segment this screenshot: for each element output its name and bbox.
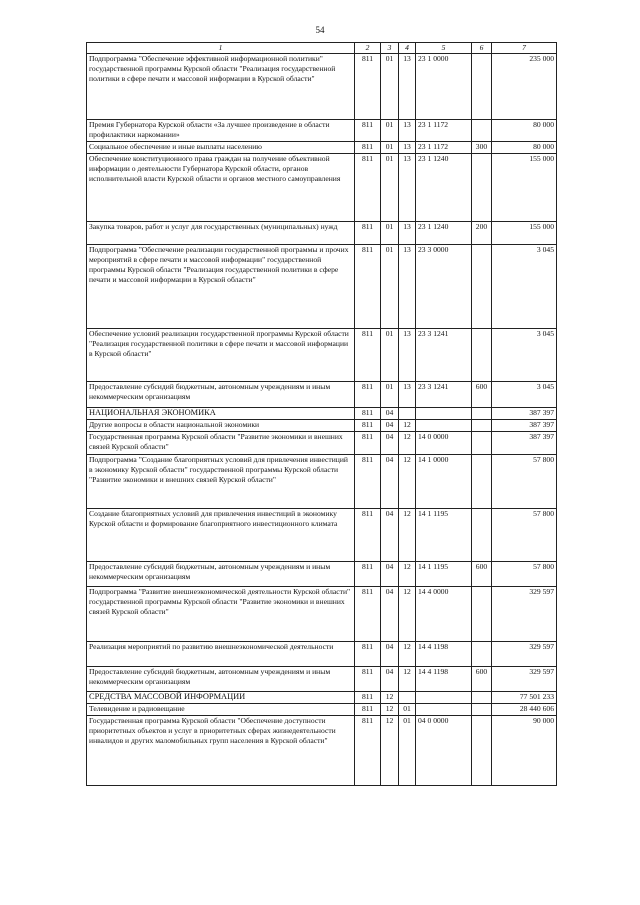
row-target-article-code: 23 1 0000 [416, 54, 472, 120]
row-amount: 28 440 606 [492, 704, 557, 716]
table-row [87, 245, 557, 329]
table-row [87, 222, 557, 245]
row-expense-type-code [472, 704, 492, 716]
row-grbs-code: 811 [355, 54, 381, 120]
row-target-article-code: 23 1 1172 [416, 120, 472, 142]
row-subsection-code: 12 [399, 562, 416, 587]
row-grbs-code: 811 [355, 704, 381, 716]
row-target-article-code: 23 3 1241 [416, 329, 472, 382]
row-expense-type-code [472, 642, 492, 667]
table-row [87, 54, 557, 120]
row-section-code: 04 [381, 509, 399, 562]
row-subsection-code: 12 [399, 587, 416, 642]
row-expense-type-code: 600 [472, 667, 492, 692]
budget-table [86, 42, 557, 786]
row-amount: 3 045 [492, 329, 557, 382]
row-name: Предоставление субсидий бюджетным, автономным учреждениям и иным некоммерческим организациям [87, 382, 355, 408]
row-grbs-code: 811 [355, 455, 381, 509]
row-expense-type-code [472, 432, 492, 455]
row-target-article-code: 14 1 1195 [416, 562, 472, 587]
row-section-code: 01 [381, 142, 399, 154]
row-target-article-code: 23 1 1172 [416, 142, 472, 154]
row-expense-type-code: 200 [472, 222, 492, 245]
table-row [87, 432, 557, 455]
row-expense-type-code: 600 [472, 382, 492, 408]
row-name: Социальное обеспечение и иные выплаты населению [87, 142, 355, 154]
row-amount: 155 000 [492, 222, 557, 245]
row-grbs-code: 811 [355, 509, 381, 562]
column-number-header-row [87, 43, 557, 54]
row-name: Закупка товаров, работ и услуг для государственных (муниципальных) нужд [87, 222, 355, 245]
row-grbs-code: 811 [355, 382, 381, 408]
table-row [87, 120, 557, 142]
row-name: НАЦИОНАЛЬНАЯ ЭКОНОМИКА [87, 408, 355, 420]
row-name: Подпрограмма "Обеспечение эффективной информационной политики" государственной программы Курской области "Реализация государственной политики в сфере печати и массовой информации в Курской области" [87, 54, 355, 120]
row-amount: 80 000 [492, 120, 557, 142]
table-row [87, 587, 557, 642]
row-section-code: 04 [381, 587, 399, 642]
header-col-5: 5 [416, 43, 472, 54]
row-subsection-code: 13 [399, 222, 416, 245]
row-section-code: 04 [381, 455, 399, 509]
row-section-code: 01 [381, 329, 399, 382]
row-expense-type-code [472, 120, 492, 142]
row-grbs-code: 811 [355, 222, 381, 245]
table-row [87, 142, 557, 154]
row-subsection-code: 01 [399, 716, 416, 786]
row-name: Реализация мероприятий по развитию внешнеэкономической деятельности [87, 642, 355, 667]
row-name: СРЕДСТВА МАССОВОЙ ИНФОРМАЦИИ [87, 692, 355, 704]
header-col-1: 1 [87, 43, 355, 54]
row-section-code: 01 [381, 245, 399, 329]
row-expense-type-code [472, 329, 492, 382]
row-target-article-code: 14 1 0000 [416, 455, 472, 509]
row-target-article-code: 14 1 1195 [416, 509, 472, 562]
row-expense-type-code [472, 54, 492, 120]
row-subsection-code: 12 [399, 455, 416, 509]
row-amount: 329 597 [492, 642, 557, 667]
row-expense-type-code [472, 692, 492, 704]
page-number: 54 [315, 25, 325, 35]
row-target-article-code: 14 4 0000 [416, 587, 472, 642]
row-target-article-code: 04 0 0000 [416, 716, 472, 786]
table-row [87, 716, 557, 786]
row-amount: 80 000 [492, 142, 557, 154]
row-grbs-code: 811 [355, 432, 381, 455]
row-expense-type-code [472, 455, 492, 509]
row-target-article-code: 23 3 1241 [416, 382, 472, 408]
row-name: Подпрограмма "Развитие внешнеэкономической деятельности Курской области" государственной программы Курской области "Развитие экономики и внешних связей Курской области" [87, 587, 355, 642]
row-section-code: 01 [381, 382, 399, 408]
row-section-code: 04 [381, 420, 399, 432]
row-section-code: 01 [381, 222, 399, 245]
row-amount: 329 597 [492, 587, 557, 642]
table-row [87, 692, 557, 704]
row-section-code: 04 [381, 642, 399, 667]
row-expense-type-code [472, 587, 492, 642]
table-row [87, 329, 557, 382]
row-section-code: 12 [381, 704, 399, 716]
row-name: Обеспечение конституционного права граждан на получение объективной информации о деятельности Губернатора Курской области, органов исполнительной власти Курской области и органов местного самоуправления [87, 154, 355, 222]
row-target-article-code: 23 1 1240 [416, 154, 472, 222]
table-row [87, 667, 557, 692]
row-target-article-code [416, 408, 472, 420]
row-section-code: 01 [381, 120, 399, 142]
row-grbs-code: 811 [355, 642, 381, 667]
table-row [87, 509, 557, 562]
row-amount: 387 397 [492, 420, 557, 432]
table-row [87, 420, 557, 432]
table-row [87, 154, 557, 222]
row-section-code: 04 [381, 408, 399, 420]
row-subsection-code: 13 [399, 54, 416, 120]
row-target-article-code: 14 4 1198 [416, 642, 472, 667]
row-expense-type-code [472, 154, 492, 222]
row-grbs-code: 811 [355, 667, 381, 692]
row-amount: 57 800 [492, 562, 557, 587]
row-section-code: 04 [381, 432, 399, 455]
row-subsection-code: 13 [399, 329, 416, 382]
row-expense-type-code: 600 [472, 562, 492, 587]
row-grbs-code: 811 [355, 142, 381, 154]
row-name: Государственная программа Курской области "Обеспечение доступности приоритетных объектов и услуг в приоритетных сферах жизнедеятельности инвалидов и других маломобильных групп населения в Курской области" [87, 716, 355, 786]
row-grbs-code: 811 [355, 154, 381, 222]
table-row [87, 408, 557, 420]
table-row [87, 704, 557, 716]
row-amount: 57 800 [492, 509, 557, 562]
row-amount: 155 000 [492, 154, 557, 222]
row-target-article-code: 23 1 1240 [416, 222, 472, 245]
row-amount: 235 000 [492, 54, 557, 120]
row-grbs-code: 811 [355, 408, 381, 420]
row-grbs-code: 811 [355, 716, 381, 786]
row-grbs-code: 811 [355, 120, 381, 142]
row-expense-type-code: 300 [472, 142, 492, 154]
row-amount: 3 045 [492, 245, 557, 329]
row-target-article-code: 14 0 0000 [416, 432, 472, 455]
row-amount: 90 000 [492, 716, 557, 786]
row-amount: 329 597 [492, 667, 557, 692]
row-expense-type-code [472, 245, 492, 329]
row-grbs-code: 811 [355, 587, 381, 642]
header-col-3: 3 [381, 43, 399, 54]
row-amount: 77 501 233 [492, 692, 557, 704]
row-subsection-code: 12 [399, 509, 416, 562]
row-subsection-code: 13 [399, 245, 416, 329]
row-expense-type-code [472, 408, 492, 420]
row-target-article-code: 23 3 0000 [416, 245, 472, 329]
row-expense-type-code [472, 716, 492, 786]
row-subsection-code: 13 [399, 142, 416, 154]
row-name: Предоставление субсидий бюджетным, автономным учреждениям и иным некоммерческим организациям [87, 667, 355, 692]
row-grbs-code: 811 [355, 245, 381, 329]
row-subsection-code [399, 408, 416, 420]
row-subsection-code: 12 [399, 667, 416, 692]
row-name: Подпрограмма "Создание благоприятных условий для привлечения инвестиций в экономику Курской области" государственной программы Курской области "Развитие экономики и внешних связей Курской области" [87, 455, 355, 509]
row-section-code: 12 [381, 716, 399, 786]
row-subsection-code: 01 [399, 704, 416, 716]
row-grbs-code: 811 [355, 562, 381, 587]
budget-table-body [87, 43, 557, 786]
row-name: Другие вопросы в области национальной экономики [87, 420, 355, 432]
row-section-code: 12 [381, 692, 399, 704]
row-target-article-code: 14 4 1198 [416, 667, 472, 692]
row-grbs-code: 811 [355, 692, 381, 704]
row-amount: 387 397 [492, 408, 557, 420]
row-name: Обеспечение условий реализации государственной программы Курской области "Реализация государственной политики в сфере печати и массовой информации в Курской области" [87, 329, 355, 382]
row-subsection-code: 13 [399, 154, 416, 222]
header-col-6: 6 [472, 43, 492, 54]
row-name: Телевидение и радиовещание [87, 704, 355, 716]
row-amount: 57 800 [492, 455, 557, 509]
table-row [87, 642, 557, 667]
header-col-4: 4 [399, 43, 416, 54]
row-target-article-code [416, 704, 472, 716]
row-target-article-code [416, 420, 472, 432]
row-subsection-code: 13 [399, 120, 416, 142]
table-row [87, 382, 557, 408]
table-row [87, 455, 557, 509]
row-name: Премия Губернатора Курской области «За лучшее произведение в области профилактики наркомании» [87, 120, 355, 142]
row-section-code: 04 [381, 667, 399, 692]
row-subsection-code: 12 [399, 642, 416, 667]
row-section-code: 04 [381, 562, 399, 587]
row-subsection-code: 13 [399, 382, 416, 408]
row-expense-type-code [472, 509, 492, 562]
table-row [87, 562, 557, 587]
row-subsection-code: 12 [399, 420, 416, 432]
row-expense-type-code [472, 420, 492, 432]
row-section-code: 01 [381, 54, 399, 120]
row-subsection-code [399, 692, 416, 704]
header-col-7: 7 [492, 43, 557, 54]
row-amount: 387 397 [492, 432, 557, 455]
row-grbs-code: 811 [355, 420, 381, 432]
row-name: Государственная программа Курской области "Развитие экономики и внешних связей Курской области" [87, 432, 355, 455]
row-section-code: 01 [381, 154, 399, 222]
row-name: Подпрограмма "Обеспечение реализации государственной программы и прочих мероприятий в сфере печати и массовой информации" государственной программы Курской области "Реализация государственной политики в сфере печати и массовой информации в Курской области" [87, 245, 355, 329]
row-name: Создание благоприятных условий для привлечения инвестиций в экономику Курской области и формирование благоприятного инвестиционного климата [87, 509, 355, 562]
header-col-2: 2 [355, 43, 381, 54]
row-grbs-code: 811 [355, 329, 381, 382]
row-subsection-code: 12 [399, 432, 416, 455]
row-target-article-code [416, 692, 472, 704]
row-name: Предоставление субсидий бюджетным, автономным учреждениям и иным некоммерческим организациям [87, 562, 355, 587]
row-amount: 3 045 [492, 382, 557, 408]
